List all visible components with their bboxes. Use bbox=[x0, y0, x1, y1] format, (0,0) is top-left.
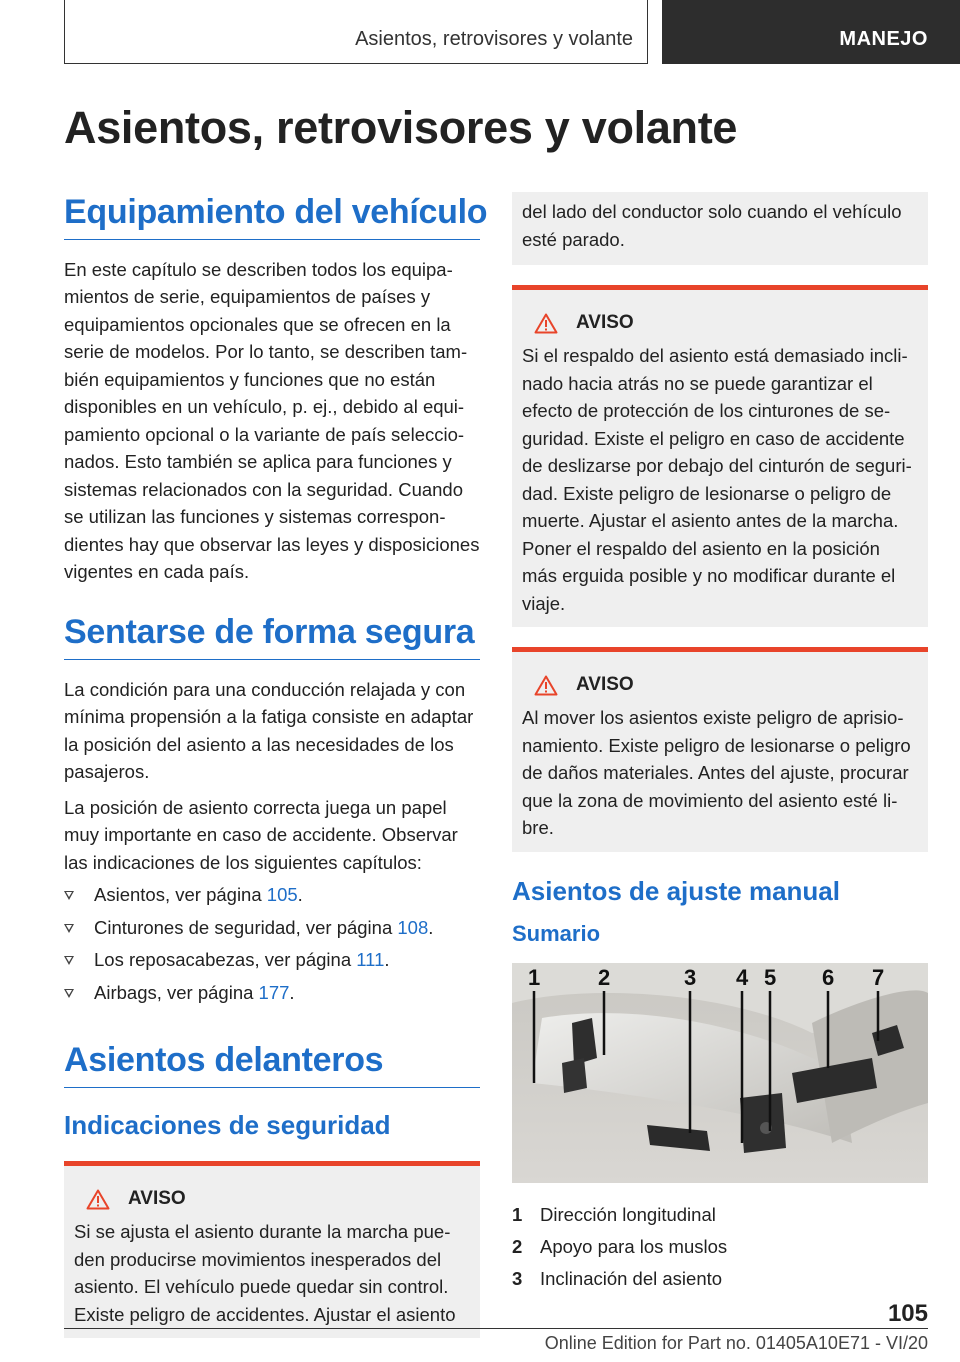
warning-box-1-continued bbox=[512, 192, 928, 265]
photo-label-6: 6 bbox=[822, 965, 835, 991]
footer-edition: Online Edition for Part no. 01405A10E71 - VI/20 bbox=[544, 1333, 928, 1353]
warning-title: AVISO bbox=[522, 674, 918, 696]
heading-sumario: Sumario bbox=[512, 920, 601, 946]
page-link[interactable]: 108 bbox=[397, 916, 429, 938]
warning-triangle-icon bbox=[86, 1189, 110, 1210]
list-item: Cinturones de seguridad, ver página 108. bbox=[64, 914, 480, 942]
list-item: Airbags, ver página 177. bbox=[64, 979, 480, 1007]
heading-equipamiento: Equipamiento del vehículo bbox=[64, 192, 480, 240]
warning-triangle-icon bbox=[534, 313, 558, 334]
seat-photo-illustration bbox=[512, 963, 928, 1183]
warning-text: Al mover los asientos existe peligro de aprisionamiento. Existe peligro de lesionarse o peligro de daños materiales. Antes del ajuste, procurar que la zona de movimiento del asiento esté libre. bbox=[522, 707, 911, 838]
warning-box-1 bbox=[64, 1161, 480, 1338]
warning-triangle-icon bbox=[534, 675, 558, 696]
page-link[interactable]: 105 bbox=[266, 884, 298, 906]
warning-title: AVISO bbox=[74, 1188, 470, 1210]
right-column bbox=[512, 192, 928, 1295]
paragraph-equipamiento: En este capítulo se describen todos los equipamientos de serie, equipamientos de países y equipamientos opcionales que se ofrecen en la serie de modelos. Por lo tanto, se describen también equipamientos y funciones que no están disponibles en un vehículo, p. ej., debido al equipamiento opcional o la variante de país seleccionados. Esto también se aplica para funciones y sistemas relacionados con la seguridad. Cuando se utilizan las funciones y sistemas correspondientes hay que observar las leyes y disposiciones vigentes en cada país. bbox=[64, 258, 480, 583]
page-number: 105 bbox=[887, 1300, 928, 1327]
bullet-triangle-icon bbox=[64, 924, 74, 933]
bullet-triangle-icon bbox=[64, 891, 74, 900]
warning-text: del lado del conductor solo cuando el vehículo esté parado. bbox=[522, 201, 902, 250]
seat-controls-photo bbox=[512, 963, 928, 1183]
photo-label-2: 2 bbox=[598, 965, 611, 991]
photo-label-1: 1 bbox=[528, 965, 541, 991]
photo-label-3: 3 bbox=[684, 965, 697, 991]
bullet-triangle-icon bbox=[64, 989, 74, 998]
heading-delanteros: Asientos delanteros bbox=[64, 1040, 480, 1088]
header-chapter-box bbox=[662, 0, 960, 64]
photo-label-4: 4 bbox=[736, 965, 749, 991]
warning-text: Si se ajusta el asiento durante la marcha pueden producirse movimientos inesperados del asiento. El vehículo puede quedar sin control. Existe peligro de accidentes. Ajustar el asiento bbox=[74, 1221, 456, 1325]
page-title: Asientos, retrovisores y volante bbox=[64, 102, 738, 153]
heading-indicaciones: Indicaciones de seguridad bbox=[64, 1109, 391, 1140]
left-column bbox=[64, 192, 488, 1338]
chapter-references-list bbox=[64, 881, 480, 1006]
paragraph-sentarse-1: La condición para una conducción relajada y con mínima propensión a la fatiga consiste en adaptar la posición del asiento a las necesidades de los pasajeros. bbox=[64, 678, 474, 783]
header-section-box bbox=[64, 0, 648, 64]
legend-item: 1 Dirección longitudinal bbox=[512, 1204, 716, 1226]
heading-ajuste-manual: Asientos de ajuste manual bbox=[512, 875, 840, 906]
list-item: Asientos, ver página 105. bbox=[64, 881, 480, 909]
bullet-triangle-icon bbox=[64, 956, 74, 965]
warning-text: Si el respaldo del asiento está demasiado inclinado hacia atrás no se puede garantizar el efecto de protección de los cinturones de seguridad. Existe el peligro en caso de accidente de deslizarse por debajo del cinturón de seguridad. Existe peligro de lesionarse o peligro de muerte. Ajustar el asiento antes de la marcha. Poner el respaldo del asiento en la posición más erguida posible y no modificar durante el viaje. bbox=[522, 345, 912, 614]
header-section-title: Asientos, retrovisores y volante bbox=[355, 28, 633, 50]
legend-item: 2 Apoyo para los muslos bbox=[512, 1236, 728, 1258]
page-link[interactable]: 177 bbox=[258, 981, 290, 1003]
header-chapter-title: MANEJO bbox=[839, 28, 928, 50]
photo-label-7: 7 bbox=[872, 965, 885, 991]
heading-sentarse: Sentarse de forma segura bbox=[64, 612, 480, 660]
warning-title: AVISO bbox=[522, 312, 918, 334]
photo-legend bbox=[512, 1199, 928, 1295]
warning-box-3 bbox=[512, 647, 928, 852]
photo-label-5: 5 bbox=[764, 965, 777, 991]
paragraph-sentarse-2: La posición de asiento correcta juega un papel muy importante en caso de accidente. Observar las indicaciones de los siguientes capítulos: bbox=[64, 796, 458, 873]
page-link[interactable]: 111 bbox=[356, 949, 385, 971]
warning-box-2 bbox=[512, 285, 928, 627]
legend-item: 3 Inclinación del asiento bbox=[512, 1268, 723, 1290]
footer bbox=[64, 1328, 928, 1353]
list-item: Los reposacabezas, ver página 111. bbox=[64, 946, 480, 974]
